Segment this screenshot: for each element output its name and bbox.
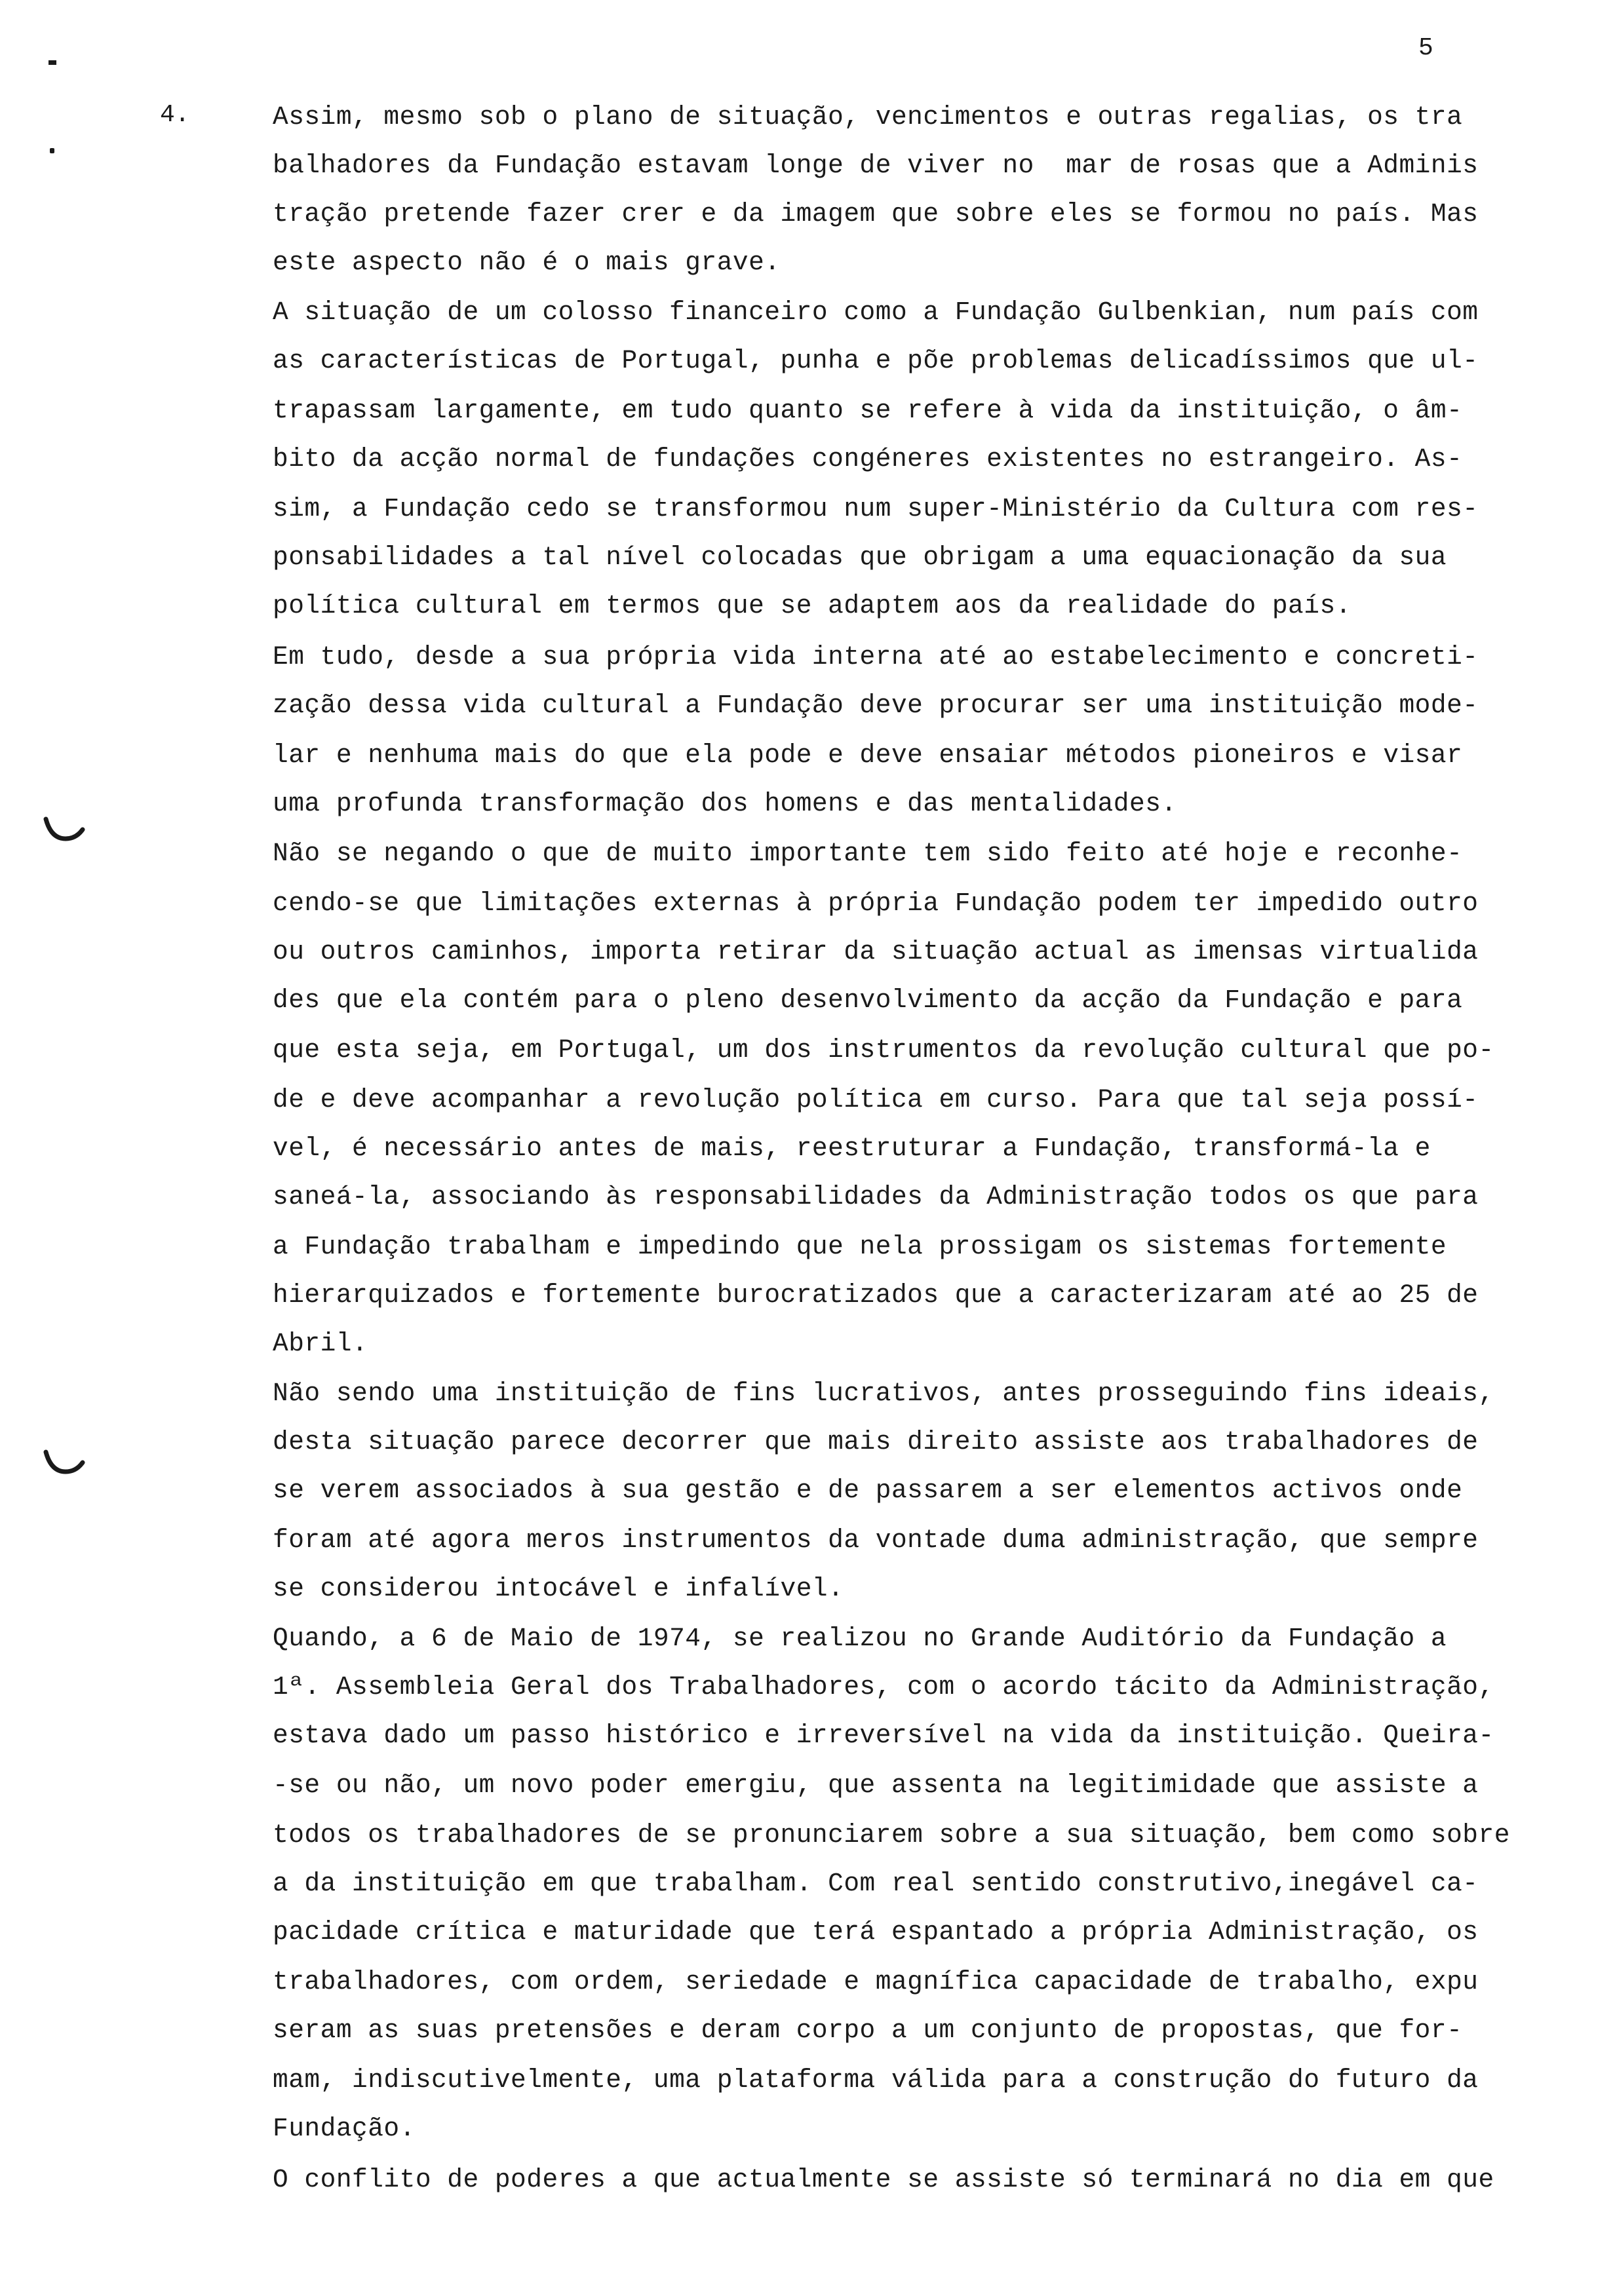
text-line: as características de Portugal, punha e põe problemas delicadíssimos que ul- [273,346,1479,375]
text-line: Fundação. [273,2114,416,2143]
text-line: ponsabilidades a tal nível colocadas que obrigam a uma equacionação da sua [273,543,1447,572]
text-line: saneá-la, associando às responsabilidades da Administração todos os que para [273,1182,1479,1212]
text-line: tração pretende fazer crer e da imagem que sobre eles se formou no país. Mas [273,199,1479,229]
margin-dash-mark [49,60,56,65]
text-line: que esta seja, em Portugal, um dos instrumentos da revolução cultural que po- [273,1035,1494,1065]
margin-bracket-mark-1 [42,815,87,844]
text-line: lar e nenhuma mais do que ela pode e deve ensaiar métodos pioneiros e visar [273,740,1463,770]
text-line: des que ela contém para o pleno desenvolvimento da acção da Fundação e para [273,985,1463,1015]
text-line: a da instituição em que trabalham. Com real sentido construtivo,inegável ca- [273,1869,1479,1898]
text-line: política cultural em termos que se adaptem aos da realidade do país. [273,591,1352,621]
text-line: se verem associados à sua gestão e de passarem a ser elementos activos onde [273,1476,1463,1505]
text-line: todos os trabalhadores de se pronunciarem sobre a sua situação, bem como sobre [273,1820,1510,1850]
text-line: este aspecto não é o mais grave. [273,248,781,277]
text-line: Assim, mesmo sob o plano de situação, vencimentos e outras regalias, os tra [273,102,1463,132]
text-line: bito da acção normal de fundações congéneres existentes no estrangeiro. As- [273,444,1463,474]
text-line: vel, é necessário antes de mais, reestruturar a Fundação, transformá-la e [273,1134,1431,1163]
text-line: 1ª. Assembleia Geral dos Trabalhadores, com o acordo tácito da Administração, [273,1672,1494,1702]
margin-dot-mark [50,148,54,153]
text-line: hierarquizados e fortemente burocratizados que a caracterizaram até ao 25 de [273,1280,1479,1310]
text-line: Não se negando o que de muito importante tem sido feito até hoje e reconhe- [273,839,1463,868]
text-line: Abril. [273,1329,368,1358]
text-line: trapassam largamente, em tudo quanto se refere à vida da instituição, o âm- [273,396,1463,425]
text-line: pacidade crítica e maturidade que terá espantado a própria Administração, os [273,1917,1479,1947]
text-line: balhadores da Fundação estavam longe de viver no mar de rosas que a Adminis [273,151,1479,180]
text-line: desta situação parece decorrer que mais direito assiste aos trabalhadores de [273,1427,1479,1457]
text-line: ou outros caminhos, importa retirar da situação actual as imensas virtualida [273,937,1479,966]
text-line: O conflito de poderes a que actualmente se assiste só terminará no dia em que [273,2165,1494,2194]
text-line: uma profunda transformação dos homens e das mentalidades. [273,789,1177,818]
text-line: se considerou intocável e infalível. [273,1574,844,1603]
text-line: cendo-se que limitações externas à própria Fundação podem ter impedido outro [273,889,1479,918]
text-line: Quando, a 6 de Maio de 1974, se realizou no Grande Auditório da Fundação a [273,1624,1447,1653]
text-line: mam, indiscutivelmente, uma plataforma válida para a construção do futuro da [273,2065,1479,2095]
page-number: 5 [1418,34,1433,62]
text-line: foram até agora meros instrumentos da vontade duma administração, que sempre [273,1525,1479,1555]
margin-bracket-mark-2 [42,1448,87,1477]
section-number: 4. [160,101,190,129]
text-line: A situação de um colosso financeiro como a Fundação Gulbenkian, num país com [273,297,1479,327]
text-line: Não sendo uma instituição de fins lucrativos, antes prosseguindo fins ideais, [273,1379,1494,1408]
text-line: de e deve acompanhar a revolução política em curso. Para que tal seja possí- [273,1085,1479,1115]
text-line: seram as suas pretensões e deram corpo a um conjunto de propostas, que for- [273,2016,1463,2045]
text-line: a Fundação trabalham e impedindo que nela prossigam os sistemas fortemente [273,1232,1447,1261]
text-line: trabalhadores, com ordem, seriedade e magnífica capacidade de trabalho, expu [273,1967,1479,1997]
text-line: estava dado um passo histórico e irreversível na vida da instituição. Queira- [273,1721,1494,1750]
text-line: -se ou não, um novo poder emergiu, que assenta na legitimidade que assiste a [273,1770,1479,1800]
text-line: zação dessa vida cultural a Fundação deve procurar ser uma instituição mode- [273,691,1479,720]
text-line: sim, a Fundação cedo se transformou num super-Ministério da Cultura com res- [273,494,1479,524]
text-line: Em tudo, desde a sua própria vida interna até ao estabelecimento e concreti- [273,642,1479,672]
